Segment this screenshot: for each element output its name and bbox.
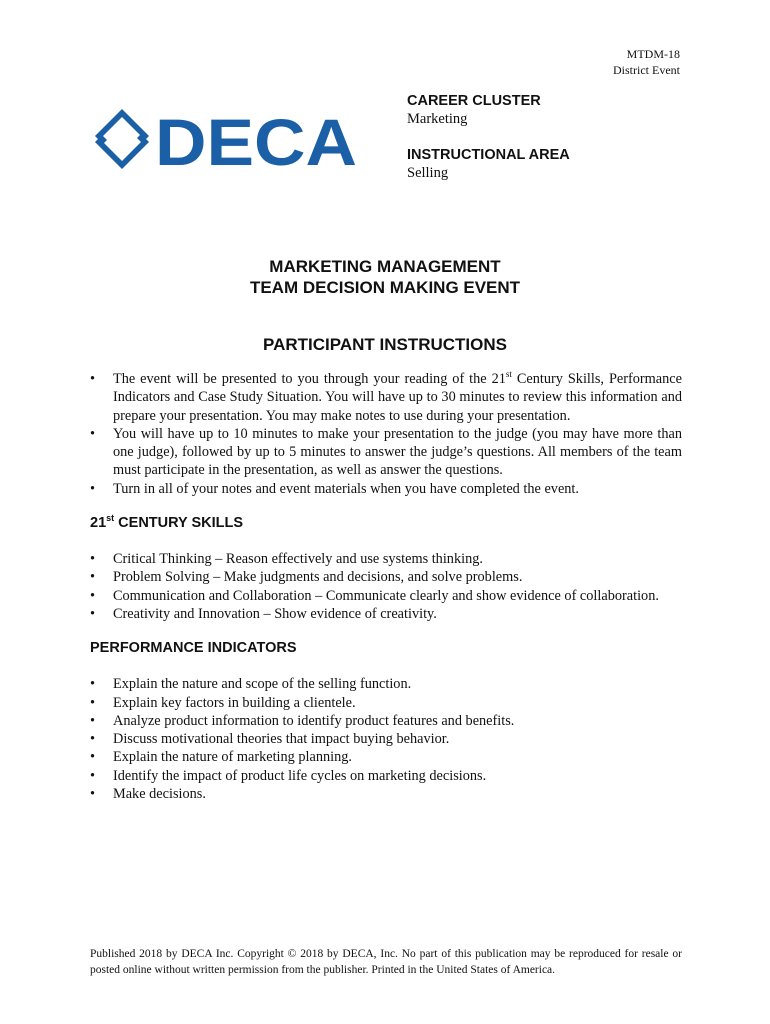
list-item xyxy=(90,550,682,568)
bullet-icon: • xyxy=(90,749,96,766)
skills-heading xyxy=(90,514,682,532)
instructional-area-value: Selling xyxy=(407,165,449,181)
deca-logo xyxy=(93,107,365,171)
instruction-text: Turn in all of your notes and event materials when you have completed the event. xyxy=(113,480,579,497)
participant-instructions-heading: PARTICIPANT INSTRUCTIONS xyxy=(263,335,507,354)
instruction-text: You will have up to 10 minutes to make your presentation to the judge (you may have more than one judge), followed by up to 5 minutes to answer the judge’s questions. All members of the team must participate in the presentation, as well as answer the questions. xyxy=(113,425,682,479)
indicator-text: Explain the nature of marketing planning. xyxy=(113,749,353,766)
list-item xyxy=(90,480,682,498)
indicator-text: Explain the nature and scope of the selling function. xyxy=(113,676,412,693)
bullet-icon: • xyxy=(90,480,96,497)
deca-logo-text: DECA xyxy=(155,107,357,171)
instructions-list xyxy=(90,370,682,498)
list-item xyxy=(90,730,682,748)
skill-text: Communication and Collaboration – Communicate clearly and show evidence of collaboration. xyxy=(113,587,659,604)
copyright-footer: Published 2018 by DECA Inc. Copyright © 2018 by DECA, Inc. No part of this publication may be reproduced for resale or posted online without written permission from the publisher. Printed in the United States of America. xyxy=(90,948,682,976)
bullet-icon: • xyxy=(90,767,96,784)
career-cluster-heading: CAREER CLUSTER xyxy=(407,93,541,109)
bullet-icon: • xyxy=(90,676,96,693)
title-line-1: MARKETING MANAGEMENT xyxy=(269,257,501,276)
skills-list xyxy=(90,550,682,623)
indicator-text: Explain key factors in building a clientele. xyxy=(113,694,356,711)
list-item xyxy=(90,767,682,785)
list-item xyxy=(90,425,682,480)
bullet-icon: • xyxy=(90,731,96,748)
bullet-icon: • xyxy=(90,551,96,568)
list-item xyxy=(90,785,682,803)
main-content xyxy=(90,370,682,803)
ordinal-superscript: st xyxy=(505,369,512,380)
list-item xyxy=(90,694,682,712)
indicator-text: Make decisions. xyxy=(113,786,206,803)
performance-indicators-heading: PERFORMANCE INDICATORS xyxy=(90,640,297,657)
bullet-icon: • xyxy=(90,587,96,604)
performance-indicators-list xyxy=(90,675,682,803)
skills-heading-text: CENTURY SKILLS xyxy=(114,515,244,532)
indicator-text: Identify the impact of product life cycles on marketing decisions. xyxy=(113,767,487,784)
indicator-text: Analyze product information to identify product features and benefits. xyxy=(113,712,515,729)
bullet-icon: • xyxy=(90,605,96,622)
skill-text: Creativity and Innovation – Show evidence of creativity. xyxy=(113,605,437,622)
cluster-info xyxy=(407,92,687,200)
skill-text: Critical Thinking – Reason effectively and use systems thinking. xyxy=(113,551,483,568)
title-line-2: TEAM DECISION MAKING EVENT xyxy=(249,278,521,297)
bullet-icon: • xyxy=(90,371,96,387)
list-item xyxy=(90,605,682,623)
list-item xyxy=(90,748,682,766)
bullet-icon: • xyxy=(90,569,96,586)
list-item xyxy=(90,675,682,693)
bullet-icon: • xyxy=(90,786,96,803)
list-item xyxy=(90,370,682,425)
bullet-icon: • xyxy=(90,712,96,729)
list-item xyxy=(90,587,682,605)
career-cluster-value: Marketing xyxy=(407,111,468,127)
event-type: District Event xyxy=(613,63,680,77)
event-code: MTDM-18 xyxy=(626,47,680,61)
deca-diamond-icon xyxy=(95,109,149,169)
bullet-icon: • xyxy=(90,694,96,711)
indicator-text: Discuss motivational theories that impact buying behavior. xyxy=(113,731,450,748)
document-code-block xyxy=(613,46,680,78)
skills-heading-number: 21 xyxy=(90,515,107,532)
instruction-text: The event will be presented to you through your reading of the 21st Century Skills, Performance Indicators and Case Study Situation. You will have up to 30 minutes to review this information and prepare your presentation. You may make notes to use during your presentation. xyxy=(113,369,682,424)
document-title xyxy=(0,256,770,298)
instructional-area-heading: INSTRUCTIONAL AREA xyxy=(407,147,570,163)
list-item xyxy=(90,712,682,730)
list-item xyxy=(90,568,682,586)
skills-heading-superscript: st xyxy=(106,513,115,524)
bullet-icon: • xyxy=(90,425,96,442)
skill-text: Problem Solving – Make judgments and decisions, and solve problems. xyxy=(113,569,523,586)
